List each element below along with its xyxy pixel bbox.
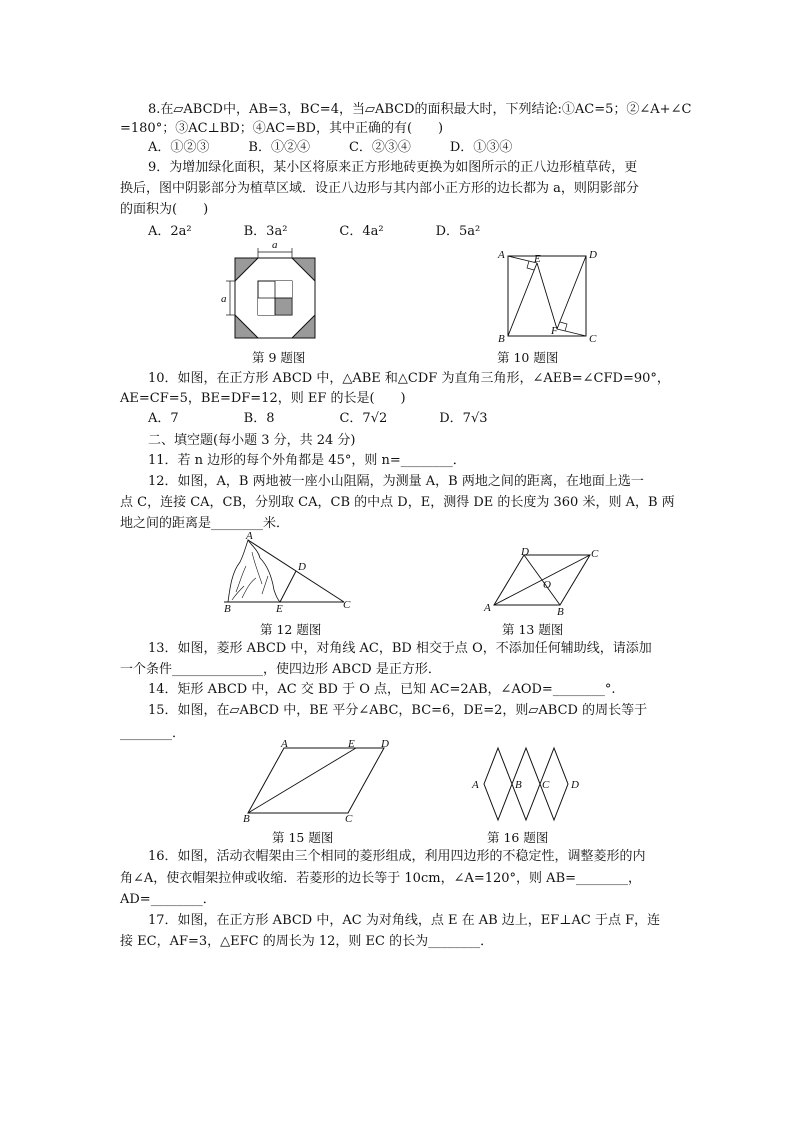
fig10-label-C: C bbox=[589, 333, 597, 345]
fig13-label-D: D bbox=[521, 546, 529, 558]
text-line: 二、填空题(每小题 3 分，共 24 分) bbox=[148, 433, 356, 448]
figure-15-caption: 第 15 题图 bbox=[272, 830, 334, 845]
fig10-label-B: B bbox=[498, 333, 505, 345]
figure-16-caption: 第 16 题图 bbox=[487, 830, 549, 845]
fig13-label-A: A bbox=[484, 602, 491, 614]
text-line: ________． bbox=[120, 726, 186, 741]
figure-16-coat-rack bbox=[470, 742, 590, 824]
figure-13-caption: 第 13 题图 bbox=[502, 622, 564, 637]
fig10-label-E: E bbox=[534, 253, 541, 265]
text-line: 10．如图，在正方形 ABCD 中，△ABE 和△CDF 为直角三角形，∠AEB=∠CFD=90°， bbox=[148, 371, 670, 386]
text-line: 换后，图中阴影部分为植草区域．设正八边形与其内部小正方形的边长都为 a，则阴影部分 bbox=[120, 181, 639, 196]
text-line: =180°；③AC⊥BD；④AC=BD，其中正确的有( ) bbox=[120, 121, 444, 136]
figure-12-caption: 第 12 题图 bbox=[260, 622, 322, 637]
fig15-label-D: D bbox=[381, 738, 389, 750]
fig15-label-E: E bbox=[348, 738, 355, 750]
text-line: 接 EC，AF=3，△EFC 的周长为 12，则 EC 的长为________． bbox=[120, 934, 494, 949]
text-line: 11．若 n 边形的每个外角都是 45°，则 n=________． bbox=[148, 453, 466, 468]
fig10-label-F: F bbox=[551, 325, 558, 337]
figure-13-rhombus bbox=[480, 545, 602, 618]
figure-15-parallelogram bbox=[238, 738, 398, 824]
fig9-label-a-left: a bbox=[221, 293, 227, 305]
text-line: 点 C，连接 CA，CB，分别取 CA，CB 的中点 D，E，测得 DE 的长度为 360 米，则 A，B 两 bbox=[120, 495, 675, 510]
text-line: A．2a² B．3a² C．4a² D．5a² bbox=[148, 224, 481, 239]
fig15-label-B: B bbox=[243, 813, 250, 825]
fig10-label-A: A bbox=[498, 249, 505, 261]
figure-9-caption: 第 9 题图 bbox=[252, 350, 306, 365]
fig12-label-B: B bbox=[224, 603, 231, 615]
text-line: A．①②③ B．①②④ C．②③④ D．①③④ bbox=[148, 140, 513, 155]
text-line: AD=________． bbox=[120, 892, 216, 907]
fig16-label-B: B bbox=[515, 779, 522, 791]
fig15-label-C: C bbox=[345, 813, 353, 825]
text-line: AE=CF=5，BE=DF=12，则 EF 的长是( ) bbox=[120, 391, 406, 406]
figure-10-square bbox=[496, 250, 606, 348]
fig9-label-a-top: a bbox=[272, 239, 278, 251]
figure-10-caption: 第 10 题图 bbox=[497, 350, 559, 365]
text-line: 9．为增加绿化面积，某小区将原来正方形地砖更换为如图所示的正八边形植草砖，更 bbox=[148, 160, 638, 175]
fig13-label-O: O bbox=[543, 579, 551, 591]
text-line: 地之间的距离是________米． bbox=[120, 516, 290, 531]
text-line: 12．如图，A，B 两地被一座小山阻隔，为测量 A，B 两地之间的距离，在地面上选一 bbox=[148, 474, 644, 489]
fig16-label-A: A bbox=[472, 779, 479, 791]
text-line: 14．矩形 ABCD 中，AC 交 BD 于 O 点，已知 AC=2AB，∠AOD=________°. bbox=[148, 682, 616, 697]
figure-9-octagon-tile bbox=[220, 239, 330, 352]
fig13-label-B: B bbox=[557, 606, 564, 618]
text-line: 15．如图，在▱ABCD 中，BE 平分∠ABC，BC=6，DE=2，则▱ABCD 的周长等于 bbox=[148, 703, 648, 718]
fig12-label-D: D bbox=[298, 561, 306, 573]
text-line: 13．如图，菱形 ABCD 中，对角线 AC，BD 相交于点 O，不添加任何辅助线，请添加 bbox=[148, 641, 652, 656]
text-line: 角∠A，使衣帽架拉伸或收缩．若菱形的边长等于 10cm，∠A=120°，则 AB=________， bbox=[120, 871, 642, 886]
fig16-label-D: D bbox=[571, 779, 579, 791]
fig12-label-E: E bbox=[276, 603, 283, 615]
fig12-label-A: A bbox=[246, 530, 253, 542]
figure-12-mountain-triangle bbox=[218, 532, 358, 616]
fig12-label-C: C bbox=[343, 599, 351, 611]
text-line: 16．如图，活动衣帽架由三个相同的菱形组成，利用四边形的不稳定性，调整菱形的内 bbox=[148, 849, 646, 864]
text-line: 一个条件______________，使四边形 ABCD 是正方形． bbox=[120, 662, 441, 677]
text-line: 17．如图，在正方形 ABCD 中，AC 为对角线，点 E 在 AB 边上，EF⊥AC 于点 F，连 bbox=[148, 913, 661, 928]
fig16-label-C: C bbox=[542, 779, 550, 791]
fig15-label-A: A bbox=[281, 738, 288, 750]
text-line: A．7 B．8 C．7√2 D．7√3 bbox=[148, 411, 488, 426]
fig13-label-C: C bbox=[591, 548, 599, 560]
text-line: 的面积为( ) bbox=[120, 202, 209, 217]
fig10-label-D: D bbox=[589, 249, 597, 261]
text-line: 8.在▱ABCD中，AB=3，BC=4，当▱ABCD的面积最大时，下列结论:①AC=5；②∠A+∠C bbox=[148, 102, 692, 117]
